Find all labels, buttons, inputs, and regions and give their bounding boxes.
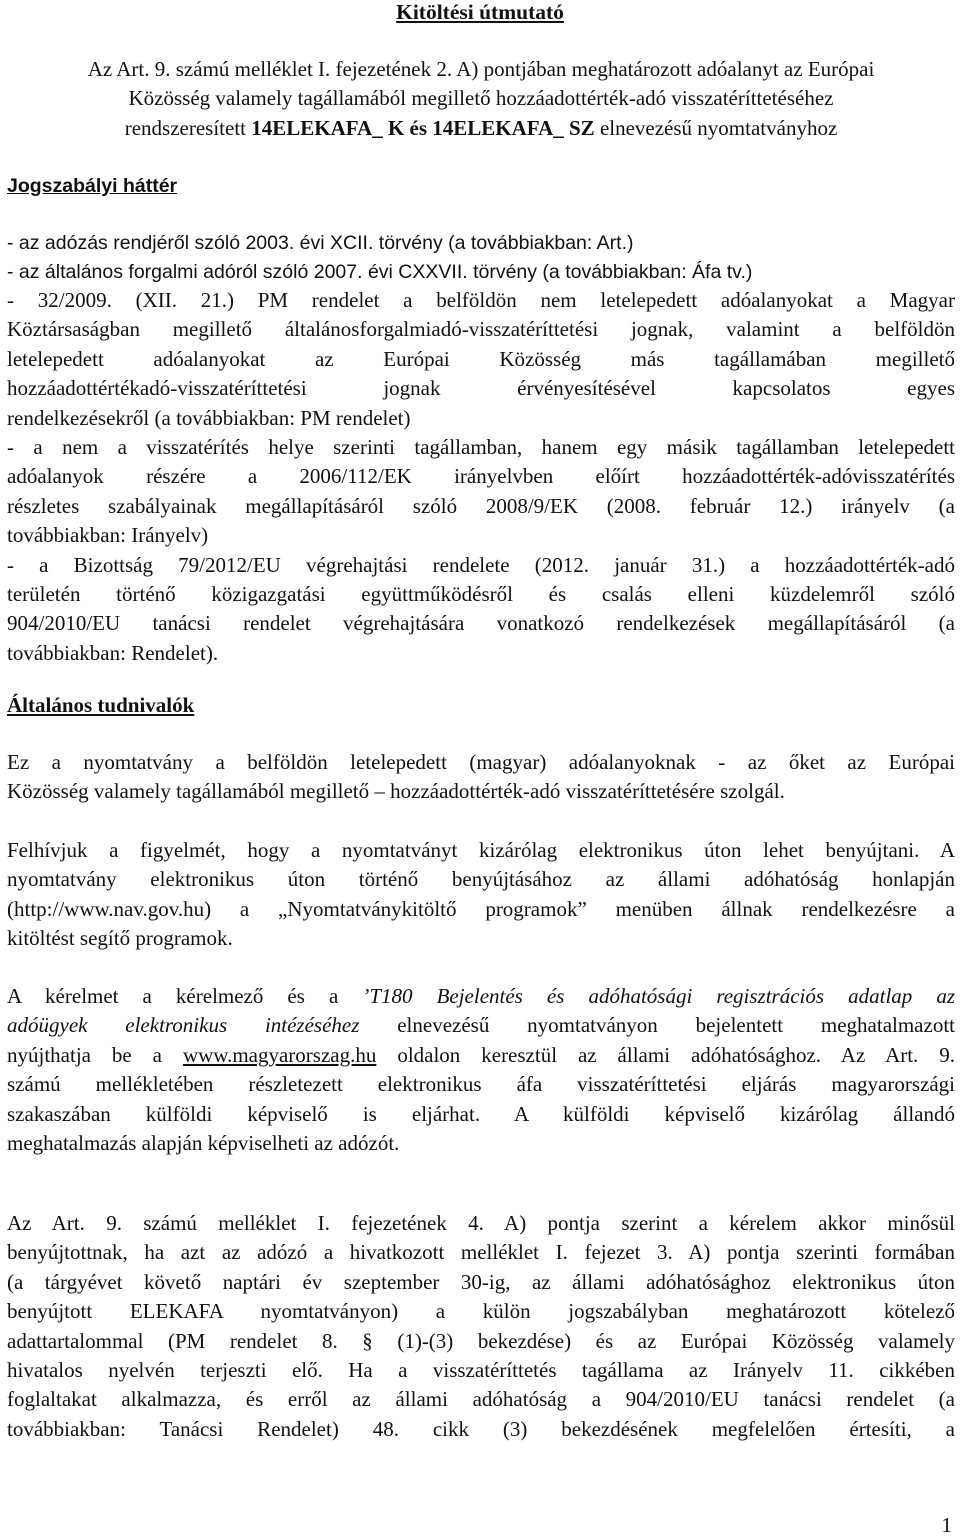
paragraph-line: (http://www.nav.gov.hu) a „Nyomtatványkitöltő programok” menüben állnak rendelkezésre a — [7, 896, 955, 921]
intro-line: Közösség valamely tagállamából megillető hozzáadottérték-adó visszatéríttetéséhez — [128, 86, 834, 111]
general-paragraph-4 — [7, 1209, 955, 1444]
legal-item-line: továbbiakban: Irányelv) — [7, 523, 209, 548]
legal-item: - az általános forgalmi adóról szóló 2007. évi CXXVII. törvény (a továbbiakban: Áfa tv.) — [7, 261, 753, 284]
general-paragraph-3 — [7, 982, 955, 1158]
text-run: nyújthatja be a — [7, 1042, 183, 1067]
legal-item-line: - a Bizottság 79/2012/EU végrehajtási rendelete (2012. január 31.) a hozzáadottérték-adó — [7, 552, 955, 577]
intro-paragraph — [7, 55, 955, 143]
paragraph-line: továbbiakban: Tanácsi Rendelet) 48. cikk (3) bekezdésének megfelelően értesíti, a — [7, 1416, 955, 1441]
legal-heading: Jogszabályi háttér — [7, 175, 178, 197]
text-run: oldalon keresztül az állami adóhatósághoz. Az Art. 9. — [376, 1042, 955, 1067]
legal-item — [7, 286, 955, 315]
paragraph-line: Felhívjuk a figyelmét, hogy a nyomtatványt kizárólag elektronikus úton lehet benyújtani. A — [7, 838, 955, 862]
legal-item-line: - a nem a visszatérítés helye szerinti tagállamban, hanem egy másik tagállamban letelepedett — [7, 435, 955, 460]
legal-list — [7, 229, 955, 288]
paragraph-line: kitöltést segítő programok. — [7, 926, 233, 951]
intro-text: rendszeresített — [124, 115, 252, 140]
paragraph-line: hivatalos nyelvén terjeszti elő. Ha a visszatéríttetés tagállama az Irányelv 11. cikkében — [7, 1358, 955, 1383]
legal-item-line: területén történő közigazgatási együttműködésről és csalás elleni küzdelemről szóló — [7, 582, 955, 607]
paragraph-line: számú mellékletében részletezett elektronikus áfa visszatéríttetési eljárás magyarországi — [7, 1072, 955, 1097]
intro-text: elnevezésű nyomtatványhoz — [594, 115, 838, 140]
magyarorszag-link[interactable]: www.magyarorszag.hu — [182, 1042, 377, 1067]
page-number: 1 — [941, 1513, 952, 1537]
paragraph-line: Közösség valamely tagállamából megillető – hozzáadottérték-adó visszatéríttetésére szolgál. — [7, 779, 785, 804]
legal-item-line: Köztársaságban megillető általánosforgalmiadó-visszatéríttetési jognak, valamint a belföldön — [7, 317, 955, 342]
legal-list-rest — [7, 286, 955, 668]
legal-item-line: hozzáadottértékadó-visszatéríttetési jognak érvényesítésével kapcsolatos egyes — [7, 376, 955, 401]
general-paragraph-1 — [7, 748, 955, 807]
paragraph-line — [7, 1041, 955, 1070]
paragraph-line: nyomtatvány elektronikus úton történő benyújtásához az állami adóhatóság honlapján — [7, 867, 955, 892]
legal-item-line: 904/2010/EU tanácsi rendelet végrehajtására vonatkozó rendelkezések megállapításáról (a — [7, 611, 955, 636]
paragraph-line — [7, 1011, 955, 1040]
form-name-italic: ’T180 Bejelentés és adóhatósági regisztrációs adatlap az — [362, 984, 955, 1008]
legal-item-line: rendelkezésekről (a továbbiakban: PM rendelet) — [7, 405, 411, 430]
paragraph-line: Ez a nyomtatvány a belföldön letelepedett (magyar) adóalanyoknak - az őket az Európai — [7, 750, 955, 774]
legal-item-line: adóalanyok részére a 2006/112/EK irányelvben előírt hozzáadottérték-adóvisszatérítés — [7, 464, 955, 489]
intro-line: Az Art. 9. számú melléklet I. fejezetének 2. A) pontjában meghatározott adóalanyt az Európai — [87, 57, 875, 81]
text-run: elnevezésű nyomtatványon bejelentett meghatalmazott — [359, 1013, 955, 1038]
paragraph-line — [7, 982, 955, 1011]
paragraph-line: meghatalmazás alapján képviselheti az adózót. — [7, 1131, 400, 1156]
paragraph-line: Az Art. 9. számú melléklet I. fejezetének 4. A) pontja szerint a kérelem akkor minősül — [7, 1211, 955, 1235]
legal-item-line: - 32/2009. (XII. 21.) PM rendelet a belföldön nem letelepedett adóalanyokat a Magyar — [7, 288, 955, 312]
document-title: Kitöltési útmutató — [396, 0, 564, 24]
form-code-names: 14ELEKAFA_ K és 14ELEKAFA_ SZ — [251, 115, 595, 140]
paragraph-line: szakaszában külföldi képviselő is eljárhat. A külföldi képviselő kizárólag állandó — [7, 1101, 955, 1126]
general-paragraph-2 — [7, 836, 955, 954]
form-name-italic: adóügyek elektronikus intézéséhez — [7, 1013, 360, 1038]
legal-item: - az adózás rendjéről szóló 2003. évi XCII. törvény (a továbbiakban: Art.) — [7, 232, 634, 254]
legal-item-line: letelepedett adóalanyokat az Európai Közösség más tagállamában megillető — [7, 346, 955, 371]
intro-line — [7, 114, 955, 143]
legal-item-line: továbbiakban: Rendelet). — [7, 640, 219, 665]
paragraph-line: foglaltakat alkalmazza, és erről az állami adóhatóság a 904/2010/EU tanácsi rendelet (a — [7, 1387, 955, 1412]
paragraph-line: benyújtott ELEKAFA nyomtatványon) a külön jogszabályban meghatározott kötelező — [7, 1299, 955, 1324]
text-run: A kérelmet a kérelmező és a — [7, 984, 363, 1008]
paragraph-line: adattartalommal (PM rendelet 8. § (1)-(3) bekezdése) és az Európai Közösség valamely — [7, 1328, 955, 1353]
paragraph-line: (a tárgyévet követő naptári év szeptember 30-ig, az állami adóhatósághoz elektronikus úton — [7, 1269, 955, 1294]
legal-item-line: részletes szabályainak megállapításáról szóló 2008/9/EK (2008. február 12.) irányelv (a — [7, 493, 955, 518]
general-heading: Általános tudnivalók — [7, 693, 195, 717]
paragraph-line: benyújtottnak, ha azt az adózó a hivatkozott melléklet I. fejezet 3. A) pontja szerinti formában — [7, 1240, 955, 1265]
